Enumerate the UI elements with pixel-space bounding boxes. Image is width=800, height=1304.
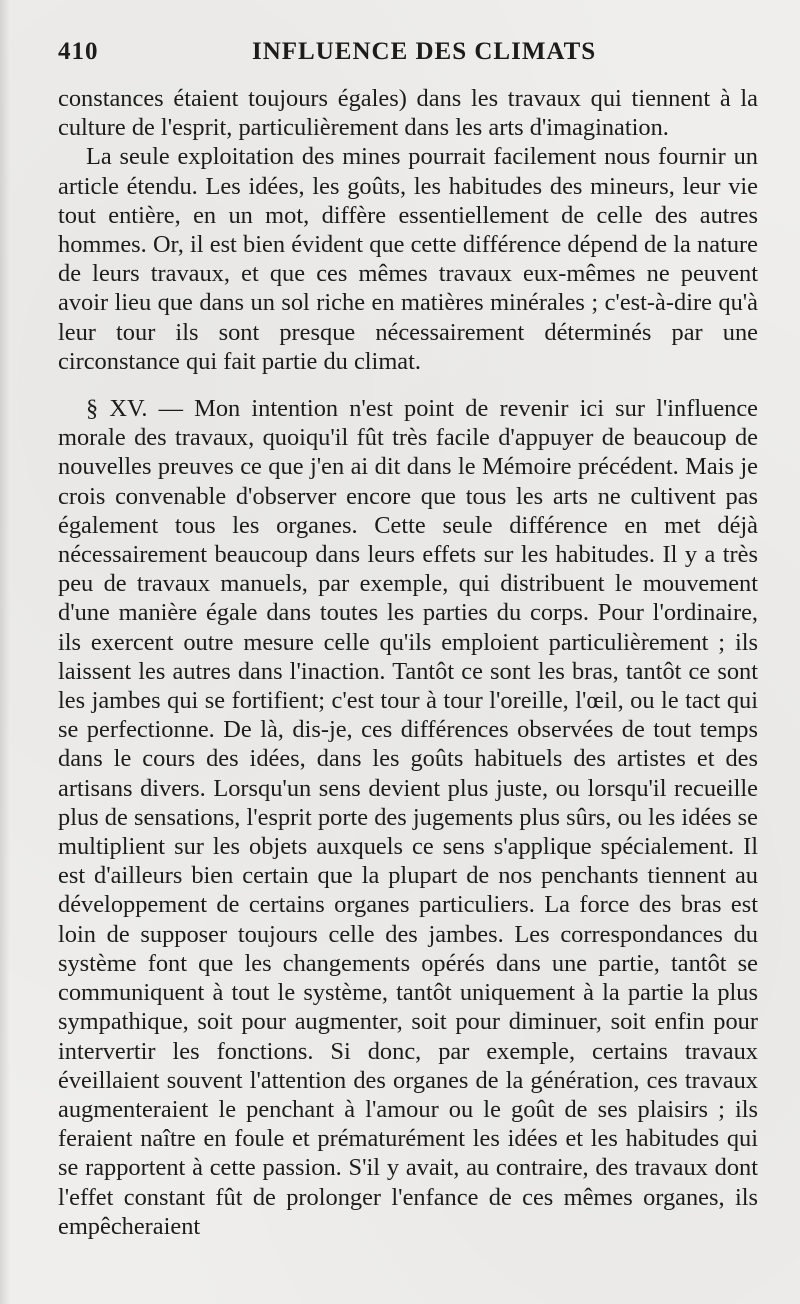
page-binding-shadow (0, 0, 10, 1304)
running-header (58, 38, 758, 84)
paragraph-section-xv: § XV. — Mon intention n'est point de revenir ici sur l'influence morale des travaux, quoiqu'il fût très facile d'appuyer de beaucoup de nouvelles preuves ce que j'en ai dit dans le Mémoire précédent. Mais je crois convenable d'observer encore que tous les arts ne cultivent pas également tous les organes. Cette seule différence en met déjà nécessairement beaucoup dans leurs effets sur les habitudes. Il y a très peu de travaux manuels, par exemple, qui distribuent le mouvement d'une manière égale dans toutes les parties du corps. Pour l'ordinaire, ils exercent outre mesure celle qu'ils emploient particulièrement ; ils laissent les autres dans l'inaction. Tantôt ce sont les bras, tantôt ce sont les jambes qui se fortifient; c'est tour à tour l'oreille, l'œil, ou le tact qui se perfectionne. De là, dis-je, ces différences observées de tout temps dans le cours des idées, dans les goûts habituels des artistes et des artisans divers. Lorsqu'un sens devient plus juste, ou lorsqu'il recueille plus de sensations, l'esprit porte des jugements plus sûrs, ou les idées se multiplient sur les objets auxquels ce sens s'applique spécialement. Il est d'ailleurs bien certain que la plupart de nos penchants tiennent au développement de certains organes particuliers. La force des bras est loin de supposer toujours celle des jambes. Les correspondances du système font que les changements opérés dans une partie, tantôt se communiquent à tout le système, tantôt uniquement à la partie la plus sympathique, soit pour augmenter, soit pour diminuer, soit enfin pour intervertir les fonctions. Si donc, par exemple, certains travaux éveillaient souvent l'attention des organes de la génération, ces travaux augmenteraient le penchant à l'amour ou le goût de ses plaisirs ; ils feraient naître en foule et prématurément les idées et les habitudes qui se rapportent à cette passion. S'il y avait, au contraire, des travaux dont l'effet constant fût de prolonger l'enfance de ces mêmes organes, ils empêcheraient (58, 395, 758, 1240)
body-text (58, 84, 758, 1241)
paragraph-continuation: constances étaient toujours égales) dans les travaux qui tiennent à la culture de l'esprit, particulièrement dans les arts d'imagination. (58, 85, 758, 142)
paragraph-mines: La seule exploitation des mines pourrait facilement nous fournir un article étendu. Les idées, les goûts, les habitudes des mineurs, leur vie tout entière, en un mot, diffère essentiellement de celle des autres hommes. Or, il est bien évident que cette différence dépend de la nature de leurs travaux, et que ces mêmes travaux eux-mêmes ne peuvent avoir lieu que dans un sol riche en matières minérales ; c'est-à-dire qu'à leur tour ils sont presque nécessairement déterminés par une circonstance qui fait partie du climat. (58, 143, 758, 375)
page-number: 410 (58, 38, 99, 65)
running-title: INFLUENCE DES CLIMATS (252, 38, 597, 65)
